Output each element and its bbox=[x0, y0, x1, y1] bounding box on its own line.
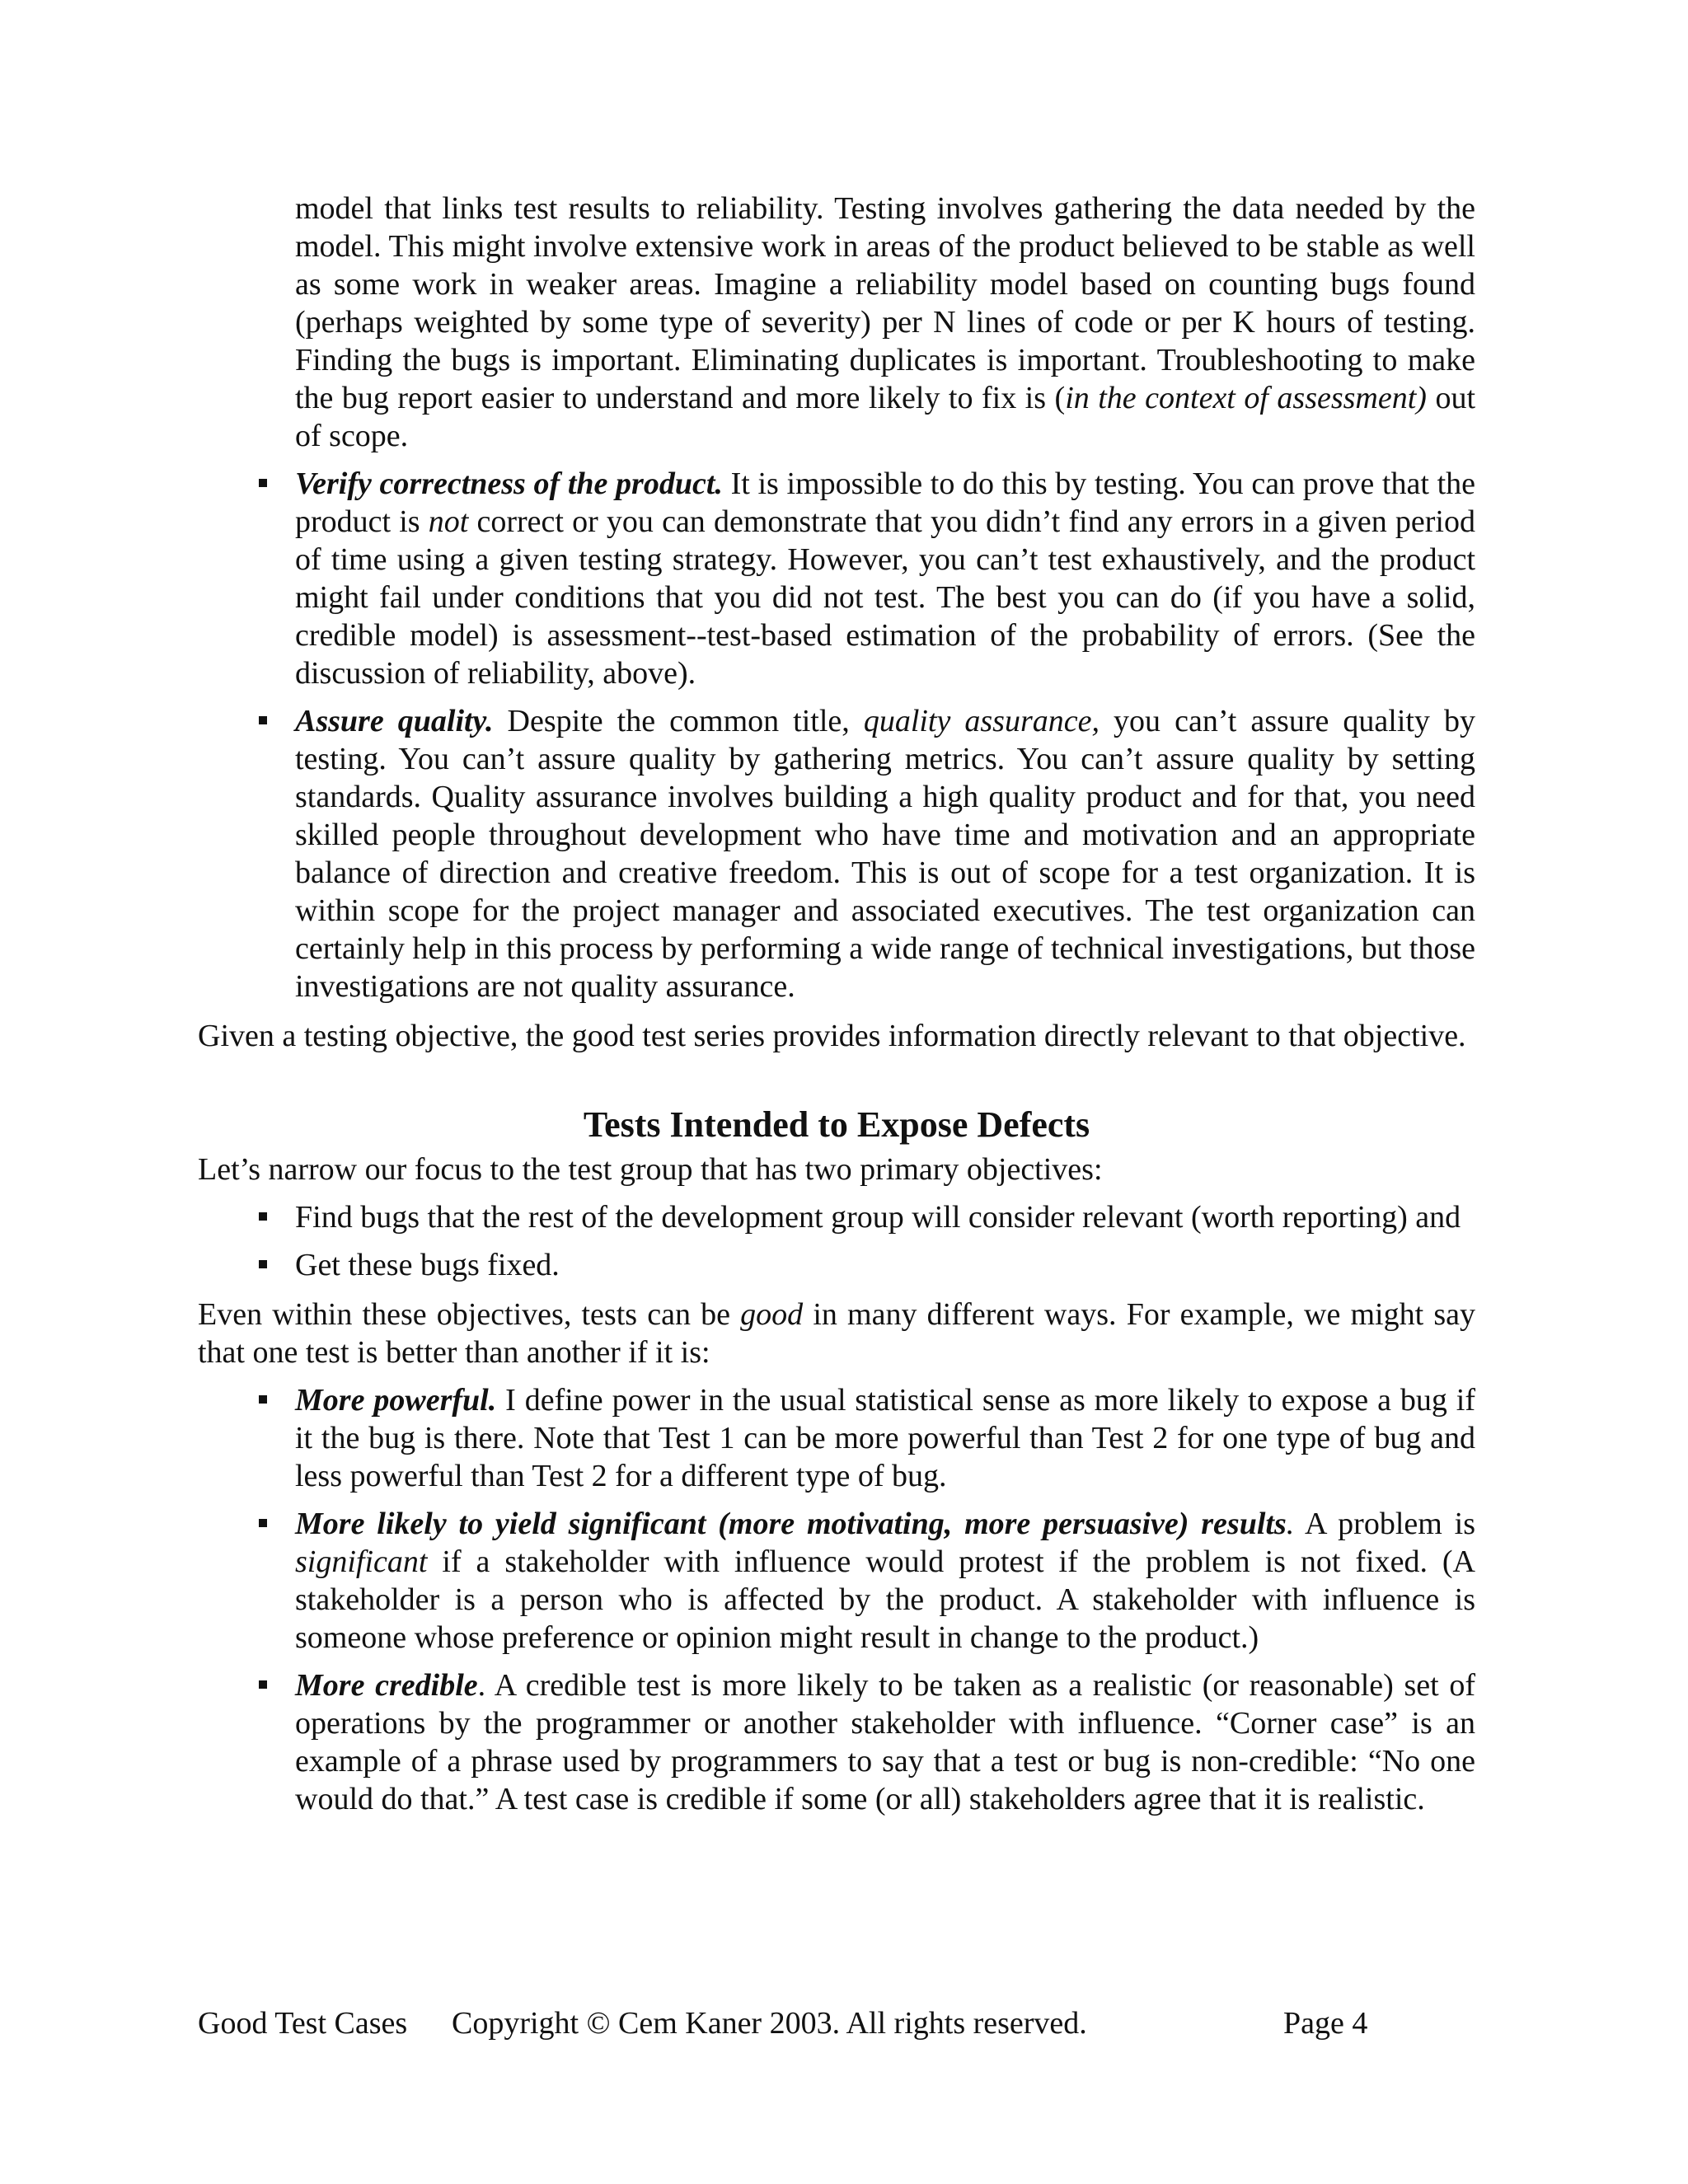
bullet-period: . bbox=[1286, 1507, 1295, 1541]
bullet-text: A problem is bbox=[1294, 1507, 1475, 1541]
bullet-lead: More credible bbox=[295, 1668, 478, 1703]
list-item: Find bugs that the rest of the development group will consider relevant (worth reporting) and bbox=[295, 1198, 1475, 1236]
body-emphasis: good bbox=[740, 1297, 804, 1332]
list-item bbox=[295, 1381, 1475, 1495]
section-intro: Let’s narrow our focus to the test group that has two primary objectives: bbox=[198, 1152, 1103, 1187]
continuation-paragraph bbox=[295, 190, 1475, 455]
objectives-list bbox=[198, 465, 1475, 1005]
bullet-lead: More likely to yield significant (more motivating, more persuasive) results bbox=[295, 1507, 1287, 1541]
body-text: in many different ways. For example, we might say that one test is better than another if it is: bbox=[198, 1297, 1475, 1370]
continuation-text: model that links test results to reliability. Testing involves gathering the data needed by the model. This might involve extensive work in areas of the product believed to be stable as well as some work in weaker areas. Imagine a reliability model based on counting bugs found (perhaps weighted by some type of severity) per N lines of code or per K hours of testing. Finding the bugs is important. Eliminating duplicates is important. Troubleshooting to make the bug report easier to understand and more likely to fix is ( bbox=[295, 191, 1475, 415]
bullet-text: . A credible test is more likely to be taken as a realistic (or reasonable) set of operations by the programmer or another stakeholder with influence. “Corner case” is an example of a phrase used by programmers to say that a test or bug is non-credible: “No one would do that.” A test case is credible if some (or all) stakeholders agree that it is realistic. bbox=[295, 1668, 1475, 1816]
bullet-text: Despite the common title, bbox=[493, 704, 864, 738]
summary-paragraph: Given a testing objective, the good test series provides information directly relevant to that objective. bbox=[198, 1019, 1466, 1053]
list-item bbox=[295, 1666, 1475, 1818]
bullet-text: if a stakeholder with influence would protest if the problem is not fixed. (A stakeholder is a person who is affected by the product. A stakeholder with influence is someone whose preference or opinion might result in change to the product.) bbox=[295, 1544, 1475, 1655]
section-heading: Tests Intended to Expose Defects bbox=[583, 1104, 1090, 1145]
bullet-emphasis: significant bbox=[295, 1544, 428, 1579]
page-footer bbox=[198, 2004, 1385, 2042]
bullet-lead: Assure quality. bbox=[295, 704, 494, 738]
goals-list bbox=[198, 1198, 1475, 1284]
bullet-emphasis: not bbox=[428, 504, 469, 539]
list-item bbox=[295, 465, 1475, 692]
list-item bbox=[295, 702, 1475, 1005]
continuation-end: out of scope. bbox=[295, 381, 1476, 453]
list-item bbox=[295, 1505, 1475, 1657]
document-page bbox=[198, 190, 1475, 1818]
bullet-text: I define power in the usual statistical sense as more likely to expose a bug if it the bug is there. Note that Test 1 can be more powerful than Test 2 for one type of bug and less powerful than Test 2 for a different type of bug. bbox=[295, 1383, 1475, 1493]
bullet-text: you can’t assure quality by testing. You can’t assure quality by gathering metrics. You can’t assure quality by setting standards. Quality assurance involves building a high quality product and for that, you need skilled people throughout development who have time and motivation and an appropriate balance of direction and creative freedom. This is out of scope for a test organization. It is within scope for the project manager and associated executives. The test organization can certainly help in this process by performing a wide range of technical investigations, but those investigations are not quality assurance. bbox=[295, 704, 1475, 1004]
body-paragraph bbox=[198, 1296, 1475, 1371]
bullet-lead: More powerful. bbox=[295, 1383, 497, 1418]
bullet-text: It is impossible to do this by testing. You can prove that the product is bbox=[295, 466, 1475, 539]
list-item: Get these bugs fixed. bbox=[295, 1246, 1475, 1284]
continuation-italic: in the context of assessment) bbox=[1065, 381, 1427, 415]
footer-copyright: Copyright © Cem Kaner 2003. All rights reserved. bbox=[452, 2006, 1087, 2041]
bullet-lead: Verify correctness of the product. bbox=[295, 466, 723, 501]
bullet-emphasis: quality assurance, bbox=[863, 704, 1100, 738]
footer-page-number: Page 4 bbox=[1283, 2006, 1368, 2041]
footer-title: Good Test Cases bbox=[198, 2006, 408, 2041]
criteria-list bbox=[198, 1381, 1475, 1818]
body-text: Even within these objectives, tests can be bbox=[198, 1297, 741, 1332]
bullet-text: correct or you can demonstrate that you didn’t find any errors in a given period of time using a given testing strategy. However, you can’t test exhaustively, and the product might fail under conditions that you did not test. The best you can do (if you have a solid, credible model) is assessment--test-based estimation of the probability of errors. (See the discussion of reliability, above). bbox=[295, 504, 1475, 691]
